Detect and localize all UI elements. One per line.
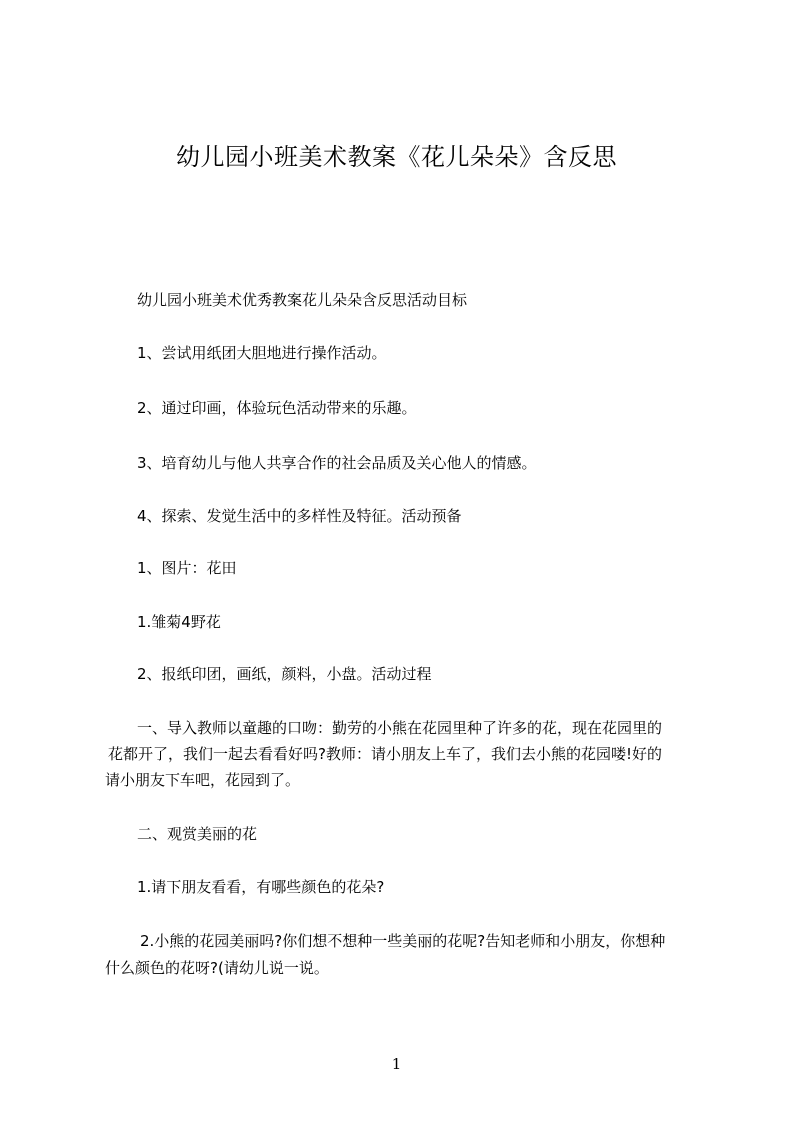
paragraph-prep-2: 2、报纸印团，画纸，颜料，小盘。活动过程 bbox=[137, 665, 432, 683]
paragraph-prep-1: 1、图片：花田 bbox=[137, 559, 237, 577]
page-number: 1 bbox=[391, 1055, 402, 1073]
paragraph-goal-3: 3、培育幼儿与他人共享合作的社会品质及关心他人的情感。 bbox=[137, 454, 537, 472]
paragraph-prep-list: 1.雏菊4野花 bbox=[137, 613, 221, 631]
paragraph-step-1-line-2: 花都开了，我们一起去看看好吗?教师：请小朋友上车了，我们去小熊的花园喽!好的 bbox=[108, 745, 662, 763]
paragraph-goal-4: 4、探索、发觉生活中的多样性及特征。活动预备 bbox=[137, 507, 462, 525]
paragraph-intro: 幼儿园小班美术优秀教案花儿朵朵含反思活动目标 bbox=[137, 291, 468, 309]
paragraph-step-2-item-2-line-2: 什么颜色的花呀?(请幼儿说一说。 bbox=[105, 959, 329, 977]
paragraph-step-1-line-3: 请小朋友下车吧，花园到了。 bbox=[105, 771, 301, 789]
paragraph-step-1-line-1: 一、导入教师以童趣的口吻：勤劳的小熊在花园里种了许多的花，现在花园里的 bbox=[137, 719, 663, 737]
paragraph-step-2-heading: 二、观赏美丽的花 bbox=[137, 825, 258, 843]
paragraph-goal-1: 1、尝试用纸团大胆地进行操作活动。 bbox=[137, 344, 387, 362]
paragraph-step-2-item-2-line-1: 2.小熊的花园美丽吗?你们想不想种一些美丽的花呢?告知老师和小朋友，你想种 bbox=[140, 932, 666, 950]
paragraph-goal-2: 2、通过印画，体验玩色活动带来的乐趣。 bbox=[137, 399, 417, 417]
document-title: 幼儿园小班美术教案《花儿朵朵》含反思 bbox=[176, 143, 617, 171]
paragraph-step-2-item-1: 1.请下朋友看看，有哪些颜色的花朵? bbox=[137, 878, 385, 896]
